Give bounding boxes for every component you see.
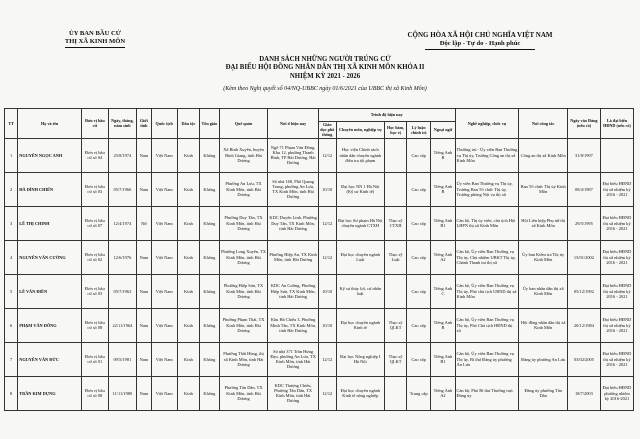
cell-ethnic: Kinh [177,308,199,342]
cell-dob: 25/8/1974 [108,138,137,172]
cell-residence: Số nhà 168, Phố Quang Trung, phường An Lưu, TX Kinh Môn, tỉnh Hải Dương [268,172,319,206]
cell-tt: 7 [5,342,18,376]
cell-general: 10/10 [318,308,336,342]
cell-religion: Không [199,206,219,240]
cell-residence: KDC An Cường, Phường Hiệp Sơn, TX Kinh Môn, tỉnh Hải Dương [268,274,319,308]
cell-delegate: Đại biểu HĐND thị xã nhiệm kỳ 2016 - 2021 [600,342,633,376]
cell-professional: Kỹ sư thủy lợi, cử nhân luật [336,274,384,308]
cell-unit: Đơn vị bầu cử số 02 [82,240,108,274]
table-row [5,172,634,206]
cell-tt: 5 [5,274,18,308]
cell-unit: Đơn vị bầu cử số 01 [82,342,108,376]
cell-hometown: Phường Long Xuyên, TX Kinh Môn, tỉnh Hải Dương [219,240,267,274]
cell-ethnic: Kinh [177,138,199,172]
cell-job: Cán bộ, Ủy viên Ban Thường vụ Thị ủy, Bí thư Đảng ủy phường An Lưu [455,342,519,376]
cell-party-date: 03/02/2005 [567,342,600,376]
cell-nationality: Việt Nam [151,206,177,240]
issuing-authority [40,30,150,48]
header-tt: TT [5,109,18,139]
cell-hometown: Phường Phạm Thái, TX Kinh Môn, tỉnh Hải Dương [219,308,267,342]
cell-ethnic: Kinh [177,376,199,410]
cell-degree: Thạc sỹ QLKT [385,342,407,376]
table-row [5,376,634,410]
cell-name: HÀ ĐÌNH CHIẾN [18,172,82,206]
national-title: CỘNG HÒA XÃ HỘI CHỦ NGHĨA VIỆT NAM [407,31,553,39]
cell-politics: Cao cấp [407,342,431,376]
cell-tt: 3 [5,206,18,240]
cell-gender: Nữ [137,206,151,240]
cell-job: Cán bộ, Ủy viên Ban Thường vụ Thị ủy, Phó chủ tịch UBND thị xã Kinh Môn [455,274,519,308]
cell-language: Tiếng Anh B [431,138,455,172]
cell-party-date: 18/7/2003 [567,376,600,410]
cell-general: 12/12 [318,138,336,172]
cell-politics: Cao cấp [407,308,431,342]
cell-delegate: Đại biểu HĐND phường nhiệm kỳ 2016-2021 [600,376,633,410]
header-hometown: Quê quán [219,109,267,139]
cell-unit: Đơn vị bầu cử số 03 [82,274,108,308]
national-header [350,31,610,50]
cell-gender: Nam [137,342,151,376]
cell-tt: 6 [5,308,18,342]
cell-professional: Đại học Nông nghiệp I Hà Nội [336,342,384,376]
cell-party-date: 15/01/2002 [567,240,600,274]
cell-delegate: Đại biểu HĐND thị xã nhiệm kỳ 2016 - 2021 [600,206,633,240]
cell-ethnic: Kinh [177,240,199,274]
document-title [130,56,520,81]
cell-job: Cán bộ, Ủy viên Ban Thường vụ Thị ủy, Phó Chủ tịch HĐND thị xã [455,308,519,342]
motto-underline [425,49,535,50]
cell-hometown: Xã Bình Xuyên, huyện Bình Giang, tỉnh Hải Dương [219,138,267,172]
cell-job: Cán bộ, Phó Bí thư Thường trực Đảng ủy [455,376,519,410]
cell-name: LÊ THỊ CHINH [18,206,82,240]
cell-workplace: Hội Liên hiệp Phụ nữ thị xã Kinh Môn [519,206,567,240]
cell-residence: Ngõ 71 Phạm Văn Đồng, Khu 12, phường Thanh Bình, TP Hải Dương, Hải Dương [268,138,319,172]
header-name: Họ và tên [18,109,82,139]
table-row [5,206,634,240]
cell-nationality: Việt Nam [151,240,177,274]
cell-workplace: Ủy ban nhân dân thị xã Kinh Môn [519,274,567,308]
authority-line1: ỦY BAN BẦU CỬ [68,30,122,37]
cell-degree: Thạc sỹ QLKT [385,308,407,342]
cell-delegate: Đại biểu HĐND thị xã nhiệm kỳ 2016 - 2021 [600,172,633,206]
cell-nationality: Việt Nam [151,342,177,376]
cell-religion: Không [199,240,219,274]
cell-general: 12/12 [318,240,336,274]
authority-underline [65,47,125,48]
cell-language: Tiếng Anh B [431,172,455,206]
cell-politics: Trung cấp [407,376,431,410]
cell-ethnic: Kinh [177,274,199,308]
cell-general: 12/12 [318,376,336,410]
table-row [5,138,634,172]
cell-unit: Đơn vị bầu cử số 04 [82,138,108,172]
cell-name: PHẠM VĂN ĐÔNG [18,308,82,342]
cell-party-date: 08/4/1987 [567,172,600,206]
header-workplace: Nơi công tác [519,109,567,139]
cell-religion: Không [199,342,219,376]
header-unit: Đơn vị bầu cử [82,109,108,139]
cell-politics: Cao cấp [407,206,431,240]
authority-line2: THỊ XÃ KINH MÔN [64,38,126,45]
cell-degree: Thạc sỹ Luật [385,240,407,274]
cell-language: Tiếng Anh A2 [431,240,455,274]
cell-dob: 05/7/1966 [108,172,137,206]
table-body [5,138,634,410]
cell-tt: 8 [5,376,18,410]
header-general: Giáo dục phổ thông [320,122,335,138]
cell-nationality: Việt Nam [151,376,177,410]
table-row [5,308,634,342]
cell-professional: Học viện Chính sách nhân dân chuyên ngành điều tra tội phạm [336,138,384,172]
cell-residence: Phường Hiệp An, TX Kinh Môn, tỉnh Hải Dương [268,240,319,274]
header-politics: Lý luận chính trị [407,122,431,139]
cell-professional: Đại học chuyên ngành Kinh tế nông nghiệp [336,376,384,410]
cell-degree [385,138,407,172]
cell-politics: Cao cấp [407,274,431,308]
header-nationality: Quốc tịch [151,109,177,139]
header-job: Nghề nghiệp, chức vụ [455,109,519,139]
title-line2: ĐẠI BIỂU HỘI ĐỒNG NHÂN DÂN THỊ XÃ KINH MÔN KHÓA II [225,64,425,72]
cell-dob: 05/7/1963 [108,274,137,308]
cell-workplace: Đảng ủy phường Tân Dân [519,376,567,410]
cell-job: Ủy viên Ban Thường vụ Thị ủy, Trưởng Ban Tổ chức Thị ủy, Trưởng phòng Nội vụ thị xã [455,172,519,206]
cell-party-date: 20/12/1984 [567,308,600,342]
document-subtitle: (Kèm theo Nghị quyết số 04/NQ-UBBC ngày 01/6/2021 của UBBC thị xã Kinh Môn) [223,86,427,92]
cell-name: NGUYỄN VĂN CƯỜNG [18,240,82,274]
cell-ethnic: Kinh [177,342,199,376]
cell-nationality: Việt Nam [151,308,177,342]
header-professional: Chuyên môn, nghiệp vụ [336,122,384,139]
cell-workplace: Ban Tổ chức Thị ủy Kinh Môn [519,172,567,206]
cell-gender: Nam [137,138,151,172]
cell-name: NGUYỄN NGỌC ANH [18,138,82,172]
header-party-date: Ngày vào Đảng (nếu có) [567,109,600,139]
cell-ethnic: Kinh [177,172,199,206]
cell-general: 12/12 [318,342,336,376]
cell-delegate: Đại biểu HĐND thị xã nhiệm kỳ 2016 - 2021 [600,240,633,274]
cell-degree: Thạc sỹ CTXH [385,206,407,240]
cell-ethnic: Kinh [177,206,199,240]
cell-name: TRẦN KIM DỰNG [18,376,82,410]
cell-language: Tiếng Anh B1 [431,206,455,240]
cell-language: Tiếng Anh B [431,308,455,342]
cell-gender: Nam [137,308,151,342]
cell-residence: Khu Hà Chiểu 3, Phường Minh Tân, TX Kinh Môn, tỉnh Hải Dương [268,308,319,342]
cell-dob: 11/11/1980 [108,376,137,410]
header-religion: Tôn giáo [199,109,219,139]
cell-politics: Cao cấp [407,138,431,172]
cell-residence: KDC Thượng Chiểu, Phường Tân Dân, TX Kinh Môn, tỉnh Hải Dương [268,376,319,410]
cell-professional: Đại học Sư phạm Hà Nội chuyên ngành CTXH [336,206,384,240]
cell-hometown: Phường Thất Hùng, thị xã Kinh Môn, tỉnh Hải Dương [219,342,267,376]
header-degree: Học hàm, học vị [385,122,407,139]
cell-degree [385,376,407,410]
cell-party-date: 05/12/1992 [567,274,600,308]
cell-professional: Đại học chuyên ngành Kinh tế [336,308,384,342]
cell-nationality: Việt Nam [151,172,177,206]
header-residence: Nơi ở hiện nay [268,109,319,139]
cell-hometown: Phường Tân Dân, TX Kinh Môn, tỉnh Hải Dương [219,376,267,410]
cell-degree [385,172,407,206]
cell-party-date: 29/5/1995 [567,206,600,240]
cell-delegate: Đại biểu HĐND thị xã nhiệm kỳ 2016 - 2021 [600,274,633,308]
cell-tt: 1 [5,138,18,172]
cell-nationality: Việt Nam [151,274,177,308]
cell-hometown: Phường An Lưu, TX Kinh Môn, tỉnh Hải Dương [219,172,267,206]
table-row [5,274,634,308]
header-education-group: Trình độ hiện nay [318,109,455,122]
cell-workplace: Hội đồng nhân dân thị xã Kinh Môn [519,308,567,342]
cell-dob: 12/4/1974 [108,206,137,240]
cell-name: LÊ VĂN ĐIỀN [18,274,82,308]
title-line1: DANH SÁCH NHỮNG NGƯỜI TRÚNG CỬ [259,56,391,63]
cell-job: Thường trú - Ủy viên Ban Thường vụ Thị ủy, Trưởng Công an thị xã Kinh Môn [455,138,519,172]
cell-language: Tiếng Anh C [431,274,455,308]
cell-unit: Đơn vị bầu cử số 03 [82,172,108,206]
cell-language: Tiếng Anh A2 [431,376,455,410]
cell-religion: Không [199,138,219,172]
table-row [5,240,634,274]
cell-religion: Không [199,172,219,206]
cell-language: Tiếng Anh B1 [431,342,455,376]
cell-gender: Nam [137,376,151,410]
cell-general: 10/10 [318,274,336,308]
cell-unit: Đơn vị bầu cử số 08 [82,308,108,342]
header-gender: Giới tính [137,109,151,139]
cell-general: 10/10 [318,172,336,206]
cell-workplace: Đảng ủy phường An Lưu [519,342,567,376]
cell-job: Cán bộ, Ủy viên Ban Thường vụ Thị ủy, Chủ nhiệm UBKT Thị ủy, Chánh Thanh tra thị xã [455,240,519,274]
title-line3: NHIỆM KỲ 2021 - 2026 [289,72,361,80]
cell-religion: Không [199,376,219,410]
cell-tt: 2 [5,172,18,206]
cell-party-date: 31/8/1997 [567,138,600,172]
cell-religion: Không [199,308,219,342]
cell-professional: Đại học chuyên ngành Luật [336,240,384,274]
cell-hometown: Phường Duy Tân, TX Kinh Môn, tỉnh Hải Dương [219,206,267,240]
cell-degree [385,274,407,308]
cell-unit: Đơn vị bầu cử số 07 [82,206,108,240]
cell-residence: KDC Duyên Linh, Phường Duy Tân, TX Kinh Môn, tỉnh Hải Dương [268,206,319,240]
table-row [5,342,634,376]
cell-delegate [600,138,633,172]
cell-hometown: Phường Hiệp Sơn, TX Kinh Môn, tỉnh Hải Dương [219,274,267,308]
cell-gender: Nam [137,172,151,206]
cell-delegate: Đại biểu HĐND thị xã nhiệm kỳ 2016 - 2021 [600,308,633,342]
cell-professional: Đại học NN 1 Hà Nội (Kỹ sư Kinh tế) [336,172,384,206]
cell-dob: 22/11/1964 [108,308,137,342]
header-delegate: Là đại biểu HĐND (nếu có) [600,109,633,139]
cell-name: NGUYỄN VĂN ĐỨC [18,342,82,376]
cell-workplace: Ủy ban Kiểm tra Thị ủy Kinh Môn [519,240,567,274]
cell-politics: Cao cấp [407,172,431,206]
header-dob: Ngày, tháng, năm sinh [108,109,137,139]
header-language: Ngoại ngữ [431,122,455,139]
cell-workplace: Công an thị xã Kinh Môn [519,138,567,172]
cell-dob: 09/5/1981 [108,342,137,376]
national-motto: Độc lập - Tự do - Hạnh phúc [439,39,521,47]
cell-tt: 4 [5,240,18,274]
elected-delegates-table [4,108,634,411]
cell-politics: Cao cấp [407,240,431,274]
cell-gender: Nam [137,274,151,308]
cell-religion: Không [199,274,219,308]
header-ethnic: Dân tộc [177,109,199,139]
cell-general: 12/12 [318,206,336,240]
cell-residence: Số nhà 371 Trần Hưng Đạo, phường An Lưu, TX Kinh Môn, tỉnh Hải Dương [268,342,319,376]
cell-nationality: Việt Nam [151,138,177,172]
cell-dob: 12/6/1976 [108,240,137,274]
cell-gender: Nam [137,240,151,274]
cell-unit: Đơn vị bầu cử số 08 [82,376,108,410]
cell-job: Cán bộ, Thị ủy viên, chủ tịch Hội LHPN thị xã Kinh Môn [455,206,519,240]
